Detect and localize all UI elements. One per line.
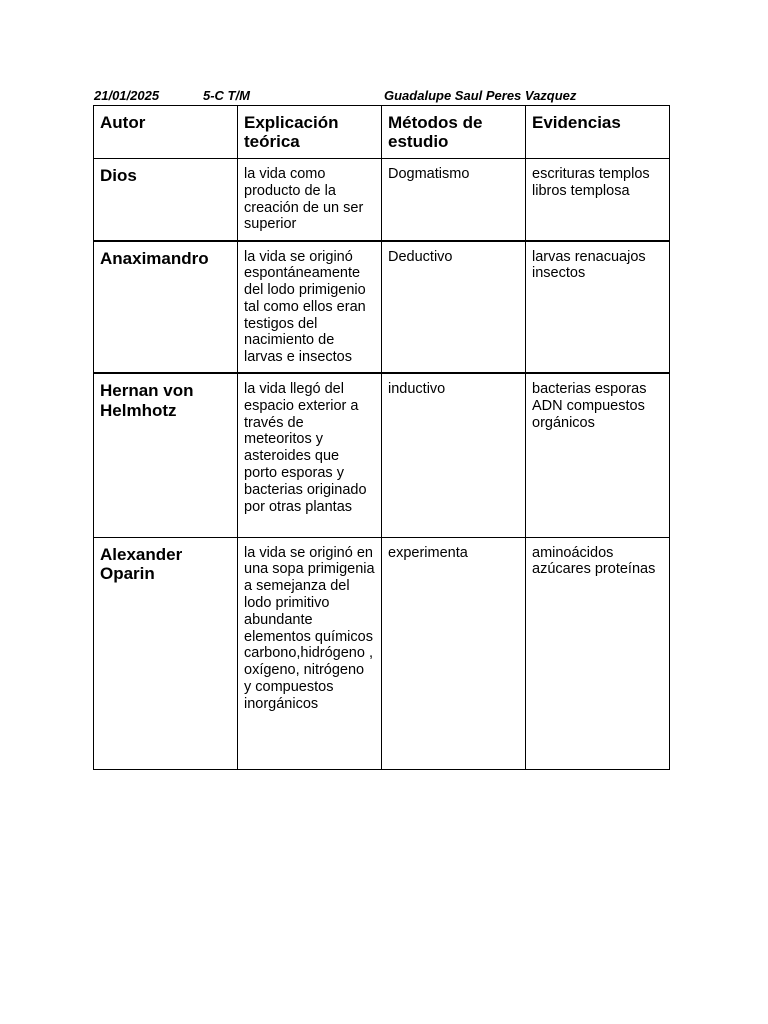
method-cell: Dogmatismo [382, 159, 526, 241]
column-header-explicacion: Explicación teórica [238, 106, 382, 159]
column-header-evidencias: Evidencias [526, 106, 670, 159]
method-cell: experimenta [382, 537, 526, 769]
header-group: 5-C T/M [203, 88, 250, 103]
table-header-row [94, 106, 670, 159]
document-header [94, 88, 674, 104]
column-header-autor: Autor [94, 106, 238, 159]
explanation-cell: la vida se originó espontáneamente del lodo primigenio tal como ellos eran testigos del nacimiento de larvas e insectos [238, 241, 382, 374]
evidence-cell: larvas renacuajos insectos [526, 241, 670, 374]
author-cell: Anaximandro [94, 241, 238, 374]
evidence-cell: aminoácidos azúcares proteínas [526, 537, 670, 769]
comparison-table [93, 105, 670, 770]
author-cell: Hernan von Helmhotz [94, 373, 238, 537]
evidence-cell: bacterias esporas ADN compuestos orgánicos [526, 373, 670, 537]
header-date: 21/01/2025 [94, 88, 160, 103]
evidence-cell: escrituras templos libros templosa [526, 159, 670, 241]
explanation-cell: la vida se originó en una sopa primigenia a semejanza del lodo primitivo abundante elementos químicos carbono,hidrógeno , oxígeno, nitrógeno y compuestos inorgánicos [238, 537, 382, 769]
table-row [94, 537, 670, 769]
method-cell: inductivo [382, 373, 526, 537]
explanation-cell: la vida llegó del espacio exterior a través de meteoritos y asteroides que porto esporas y bacterias originado por otras plantas [238, 373, 382, 537]
method-cell: Deductivo [382, 241, 526, 374]
column-header-metodos: Métodos de estudio [382, 106, 526, 159]
author-cell: Alexander Oparin [94, 537, 238, 769]
header-student-name: Guadalupe Saul Peres Vazquez [384, 88, 577, 103]
table-row [94, 159, 670, 241]
explanation-cell: la vida como producto de la creación de un ser superior [238, 159, 382, 241]
table-row [94, 241, 670, 374]
table-row [94, 373, 670, 537]
author-cell: Dios [94, 159, 238, 241]
